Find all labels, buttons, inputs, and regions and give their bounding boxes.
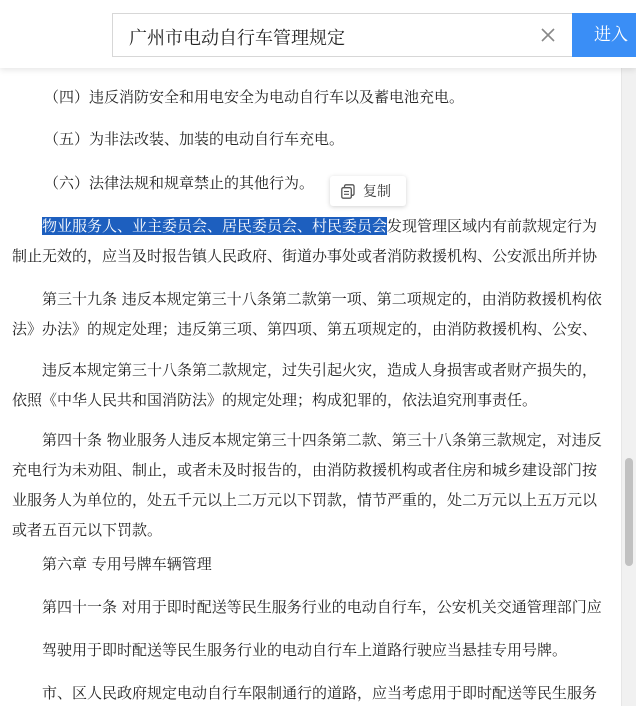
search-header bbox=[0, 0, 636, 68]
text-line: （六）法律法规和规章禁止的其他行为。 bbox=[44, 174, 315, 192]
paragraph-restricted-roads bbox=[42, 678, 622, 706]
scrollbar-thumb[interactable] bbox=[625, 458, 633, 566]
text-line: 市、区人民政府规定电动自行车限制通行的道路，应当考虑用于即时配送等民生服务 bbox=[42, 684, 598, 702]
enter-button[interactable]: 进入 bbox=[572, 13, 636, 57]
search-input[interactable] bbox=[112, 13, 572, 57]
text-line: 第四十一条 对用于即时配送等民生服务行业的电动自行车，公安机关交通管理部门应 bbox=[42, 598, 602, 616]
paragraph-article-39 bbox=[12, 284, 622, 344]
paragraph-item-4 bbox=[44, 82, 622, 112]
text-line: 第四十条 物业服务人违反本规定第三十四条第二款、第三十八条第三款规定，对违反 bbox=[42, 431, 602, 449]
text-line: 驾驶用于即时配送等民生服务行业的电动自行车上道路行驶应当悬挂专用号牌。 bbox=[42, 641, 568, 659]
text-line: 或者五百元以下罚款。 bbox=[12, 521, 163, 539]
chapter-heading bbox=[42, 549, 622, 579]
vertical-scrollbar[interactable] bbox=[621, 68, 636, 706]
copy-popup[interactable] bbox=[330, 176, 406, 206]
paragraph-article-41 bbox=[42, 592, 622, 622]
text-line: 第三十九条 违反本规定第三十八条第二款第一项、第二项规定的，由消防救援机构依 bbox=[42, 290, 602, 308]
search-query-text: 广州市电动自行车管理规定 bbox=[129, 28, 345, 49]
text-line-rest: 发现管理区域内有前款规定行为 bbox=[387, 217, 598, 235]
text-line: （五）为非法改装、加装的电动自行车充电。 bbox=[44, 130, 345, 148]
text-line: 第六章 专用号牌车辆管理 bbox=[42, 555, 212, 573]
text-line: 制止无效的，应当及时报告镇人民政府、街道办事处或者消防救援机构、公安派出所并协 bbox=[12, 247, 598, 265]
text-line: 业服务人为单位的，处五千元以上二万元以下罚款，情节严重的，处二万元以上五万元以 bbox=[12, 491, 598, 509]
paragraph-item-5 bbox=[44, 124, 622, 154]
text-line: 法》办法》的规定处理；违反第三项、第四项、第五项规定的，由消防救援机构、公安、 bbox=[12, 320, 598, 338]
paragraph-fire-liability bbox=[12, 355, 622, 415]
selected-text[interactable]: 物业服务人、业主委员会、居民委员会、村民委员会 bbox=[42, 217, 388, 235]
text-line: （四）违反消防安全和用电安全为电动自行车以及蓄电池充电。 bbox=[44, 88, 465, 106]
copy-button-label: 复制 bbox=[363, 184, 391, 200]
text-line: 依照《中华人民共和国消防法》的规定处理；构成犯罪的，依法追究刑事责任。 bbox=[12, 391, 538, 409]
paragraph-article-40 bbox=[12, 425, 622, 545]
text-line: 充电行为未劝阻、制止，或者未及时报告的，由消防救援机构或者住房和城乡建设部门按 bbox=[12, 461, 598, 479]
clear-icon[interactable] bbox=[538, 25, 558, 45]
copy-icon bbox=[341, 184, 355, 199]
text-line bbox=[42, 211, 622, 241]
paragraph-plate-requirement bbox=[42, 635, 622, 665]
text-line: 违反本规定第三十八条第二款规定，过失引起火灾，造成人身损害或者财产损失的， bbox=[42, 361, 598, 379]
document-content bbox=[0, 68, 622, 706]
paragraph-property-service bbox=[12, 211, 622, 271]
